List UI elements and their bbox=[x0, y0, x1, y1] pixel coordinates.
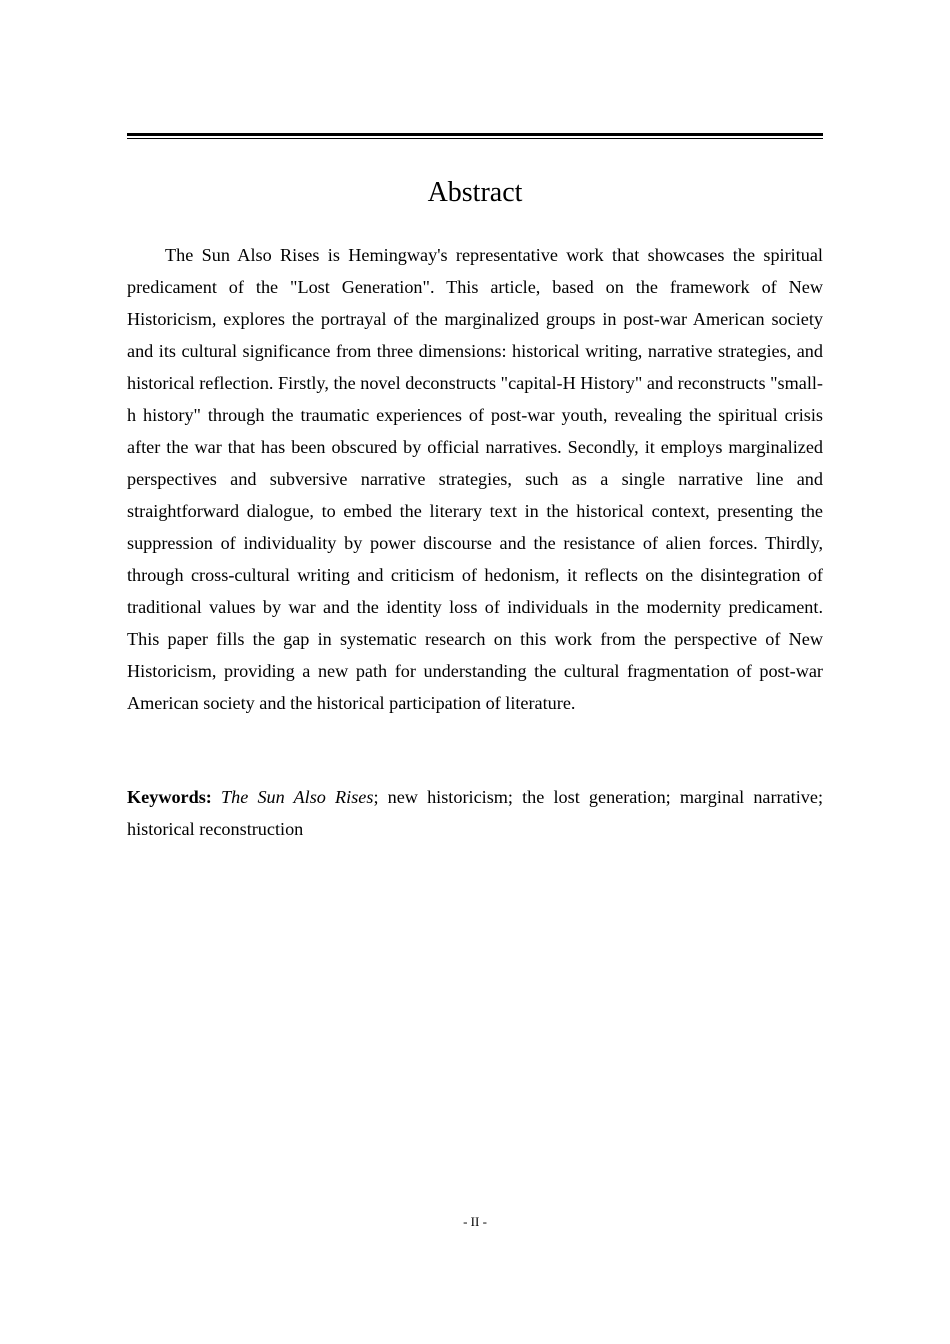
page-number: - II - bbox=[463, 1214, 487, 1229]
header-double-rule bbox=[127, 133, 823, 139]
keywords-line bbox=[127, 781, 823, 845]
keywords-label: Keywords: bbox=[127, 787, 212, 807]
keywords-list: ; new historicism; the lost generation; marginal narrative; historical reconstruction bbox=[127, 787, 823, 839]
abstract-title: Abstract bbox=[427, 177, 523, 208]
keywords-book-title: The Sun Also Rises bbox=[221, 787, 374, 807]
abstract-body-paragraph: The Sun Also Rises is Hemingway's representative work that showcases the spiritual predicament of the "Lost Generation". This article, based on the framework of New Historicism, explores the portrayal of the marginalized groups in post-war American society and its cultural significance from three dimensions: historical writing, narrative strategies, and historical reflection. Firstly, the novel deconstructs "capital-H History" and reconstructs "small-h history" through the traumatic experiences of post-war youth, revealing the spiritual crisis after the war that has been obscured by official narratives. Secondly, it employs marginalized perspectives and subversive narrative strategies, such as a single narrative line and straightforward dialogue, to embed the literary text in the historical context, presenting the suppression of individuality by power discourse and the resistance of alien forces. Thirdly, through cross-cultural writing and criticism of hedonism, it reflects on the disintegration of traditional values by war and the identity loss of individuals in the modernity predicament. This paper fills the gap in systematic research on this work from the perspective of New Historicism, providing a new path for understanding the cultural fragmentation of post-war American society and the historical participation of literature. bbox=[127, 245, 823, 713]
